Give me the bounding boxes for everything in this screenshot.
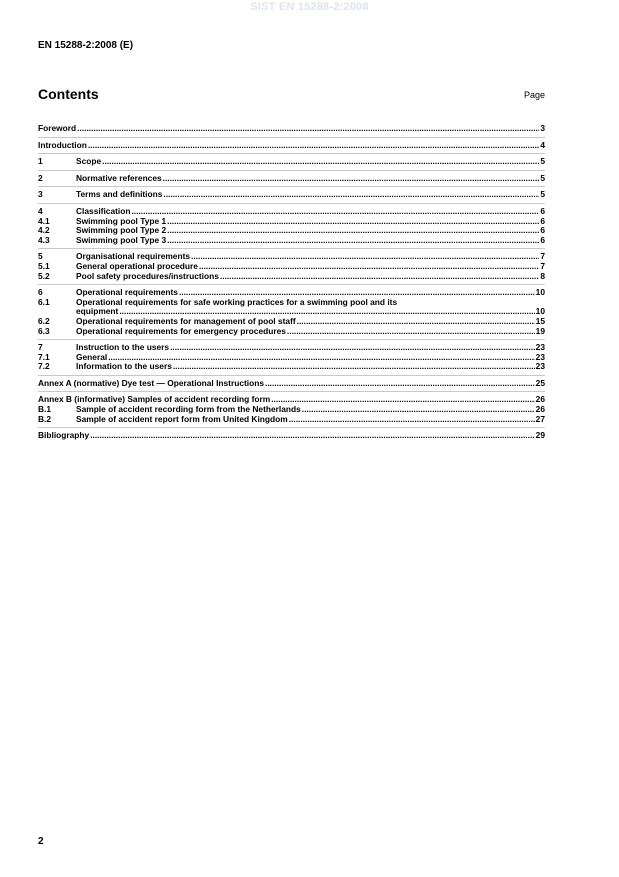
toc-page: 8 (540, 270, 545, 281)
toc-title: Terms and definitions (76, 189, 163, 200)
toc-entry-foreword[interactable] (38, 124, 545, 134)
toc-page: 6 (540, 234, 545, 245)
toc-title: Swimming pool Type 1 (76, 215, 167, 226)
toc-number: 5.1 (38, 260, 50, 271)
toc-title: Sample of accident recording form from the Netherlands (76, 404, 301, 415)
toc-entry-5-2[interactable] (38, 272, 545, 282)
toc-entry-introduction[interactable] (38, 141, 545, 151)
toc-title: Pool safety procedures/instructions (76, 270, 219, 281)
toc-title: Introduction (38, 139, 87, 150)
toc-entry-annex-a[interactable] (38, 379, 545, 389)
toc-title: General (76, 351, 108, 362)
toc-title: Scope (76, 156, 102, 167)
toc-title: Operational requirements for emergency procedures (76, 325, 286, 336)
document-id: EN 15288-2:2008 (E) (38, 40, 134, 51)
toc-title: Classification (76, 205, 131, 216)
toc-title: Annex A (normative) Dye test — Operational Instructions (38, 377, 265, 388)
toc-title: Operational requirements (76, 287, 178, 298)
toc-title: Information to the users (76, 361, 172, 372)
toc-number: 7 (38, 342, 43, 353)
divider (38, 203, 545, 204)
toc-entry-4-3[interactable] (38, 236, 545, 246)
toc-page: 4 (540, 139, 545, 150)
toc-title: General operational procedure (76, 260, 198, 271)
toc-page: 10 (535, 287, 545, 298)
toc-page: 23 (535, 342, 545, 353)
divider (38, 427, 545, 428)
toc-number: 4.3 (38, 234, 50, 245)
toc-title: Annex B (informative) Samples of accident recording form (38, 394, 271, 405)
toc-title-continued: equipment (76, 306, 119, 317)
toc-page: 5 (540, 172, 545, 183)
toc-page: 15 (535, 315, 545, 326)
toc-number: 6.2 (38, 315, 50, 326)
toc-number: 6 (38, 287, 43, 298)
toc-title: Bibliography (38, 430, 90, 441)
toc-number: 4.1 (38, 215, 50, 226)
toc-number: 1 (38, 156, 43, 167)
page-number: 2 (38, 836, 44, 847)
toc-title: Foreword (38, 123, 77, 133)
toc-title: Instruction to the users (76, 342, 170, 353)
toc-page: 23 (535, 361, 545, 372)
toc-number: 5 (38, 251, 43, 262)
toc-page: 26 (535, 404, 545, 415)
toc-page: 7 (540, 260, 545, 271)
toc-page: 19 (535, 325, 545, 336)
toc-number: 4 (38, 205, 43, 216)
toc-entry-3[interactable] (38, 190, 545, 200)
toc-title: Swimming pool Type 2 (76, 225, 167, 236)
toc-title: Operational requirements for management of pool staff (76, 315, 296, 326)
toc-page: 6 (540, 225, 545, 236)
divider (38, 339, 545, 340)
toc-number: 2 (38, 172, 43, 183)
toc-page: 29 (535, 430, 545, 441)
toc-number: B.2 (38, 413, 52, 424)
toc-entry-7[interactable] (38, 343, 545, 353)
divider (38, 137, 545, 138)
toc-entry-7-2[interactable] (38, 362, 545, 372)
toc-page: 5 (540, 156, 545, 167)
toc-page: 3 (540, 123, 545, 133)
toc-number: 4.2 (38, 225, 50, 236)
toc-entry-2[interactable] (38, 174, 545, 184)
divider (38, 284, 545, 285)
toc-number: 7.2 (38, 361, 50, 372)
page-column-label: Page (523, 90, 545, 100)
divider (38, 375, 545, 376)
toc-title: Sample of accident report form from United Kingdom (76, 413, 288, 424)
divider (38, 170, 545, 171)
toc-number: 7.1 (38, 351, 50, 362)
toc-page: 23 (535, 351, 545, 362)
watermark: SIST EN 15288-2:2008 (250, 1, 369, 13)
toc-number: 5.2 (38, 270, 50, 281)
divider (38, 186, 545, 187)
toc-entry-bibliography[interactable] (38, 431, 545, 441)
toc-page: 7 (540, 251, 545, 262)
contents-heading: Contents (38, 86, 99, 102)
toc-page: 6 (540, 215, 545, 226)
toc-number: B.1 (38, 404, 52, 415)
toc-entry-b-2[interactable] (38, 415, 545, 425)
toc-entry-1[interactable] (38, 157, 545, 167)
toc-page: 6 (540, 205, 545, 216)
table-of-contents (38, 124, 545, 441)
divider (38, 248, 545, 249)
divider (38, 391, 545, 392)
toc-title: Operational requirements for safe working practices for a swimming pool and its (76, 296, 398, 307)
toc-number: 6.1 (38, 296, 50, 307)
toc-page: 5 (540, 189, 545, 200)
divider (38, 153, 545, 154)
toc-number: 3 (38, 189, 43, 200)
toc-entry-6-3[interactable] (38, 327, 545, 337)
toc-page: 10 (535, 306, 545, 317)
toc-title: Organisational requirements (76, 251, 191, 262)
toc-title: Swimming pool Type 3 (76, 234, 167, 245)
toc-title: Normative references (76, 172, 162, 183)
toc-page: 25 (535, 377, 545, 388)
toc-page: 27 (535, 413, 545, 424)
toc-page: 26 (535, 394, 545, 405)
toc-number: 6.3 (38, 325, 50, 336)
